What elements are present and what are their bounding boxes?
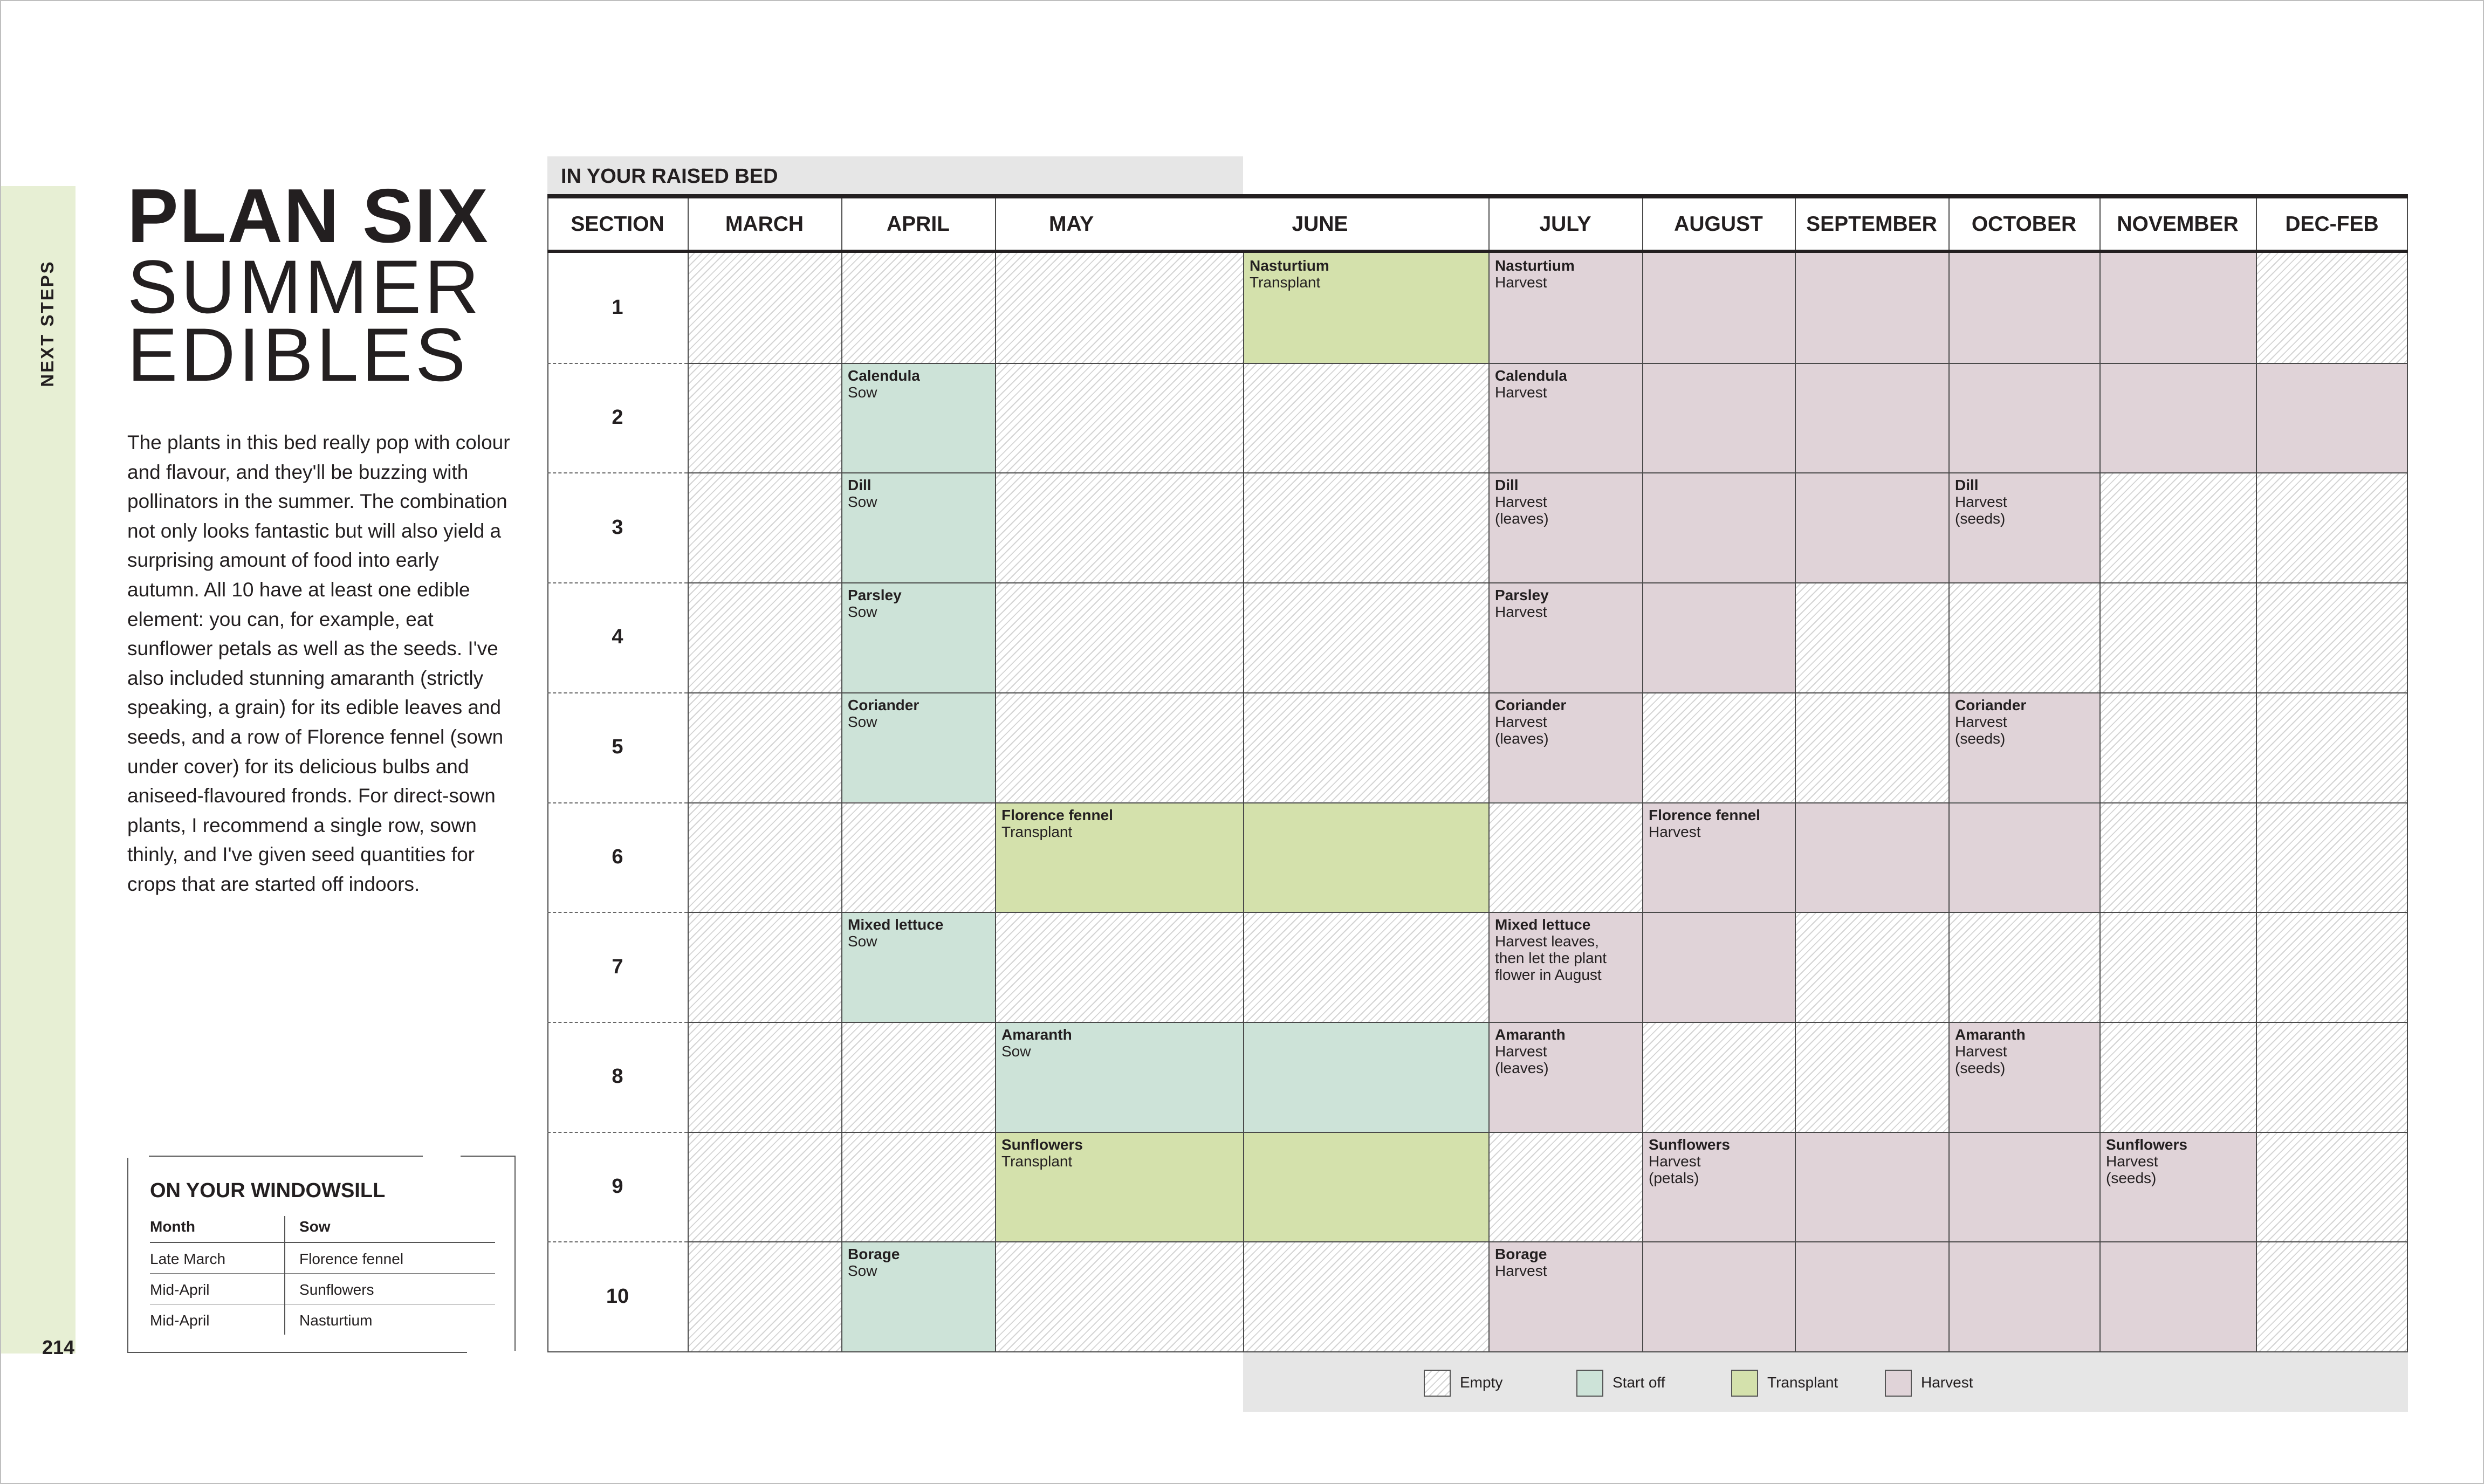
calendar-cell — [2256, 582, 2408, 692]
plant-name: Mixed lettuce — [1495, 916, 1591, 933]
plant-label — [1649, 1136, 1730, 1186]
plant-name: Dill — [1495, 477, 1519, 494]
calendar-cell — [995, 692, 1243, 802]
calendar-cell — [2099, 1241, 2256, 1351]
row-divider — [688, 802, 2408, 803]
calendar-cell — [1795, 692, 1948, 802]
section-number: 8 — [612, 1065, 623, 1088]
row-divider — [688, 363, 2408, 364]
plant-name: Calendula — [848, 367, 920, 384]
plant-label — [848, 477, 877, 510]
section-number: 6 — [612, 845, 623, 868]
plant-action: Harvest (seeds) — [2106, 1152, 2158, 1186]
plant-label — [848, 916, 943, 950]
calendar-cell — [688, 1241, 841, 1351]
calendar-cell — [1243, 363, 1488, 473]
header-divider — [1795, 198, 1796, 250]
raised-bed-title: IN YOUR RAISED BED — [561, 165, 778, 188]
plant-action: Harvest — [1495, 383, 1547, 401]
section-divider — [547, 692, 688, 693]
plant-label — [1001, 1136, 1083, 1170]
side-section-label: NEXT STEPS — [37, 260, 57, 387]
legend-swatch-harvest — [1885, 1370, 1912, 1397]
calendar-cell — [1642, 472, 1795, 582]
row-divider — [688, 1132, 2408, 1133]
section-divider — [547, 1241, 688, 1242]
calendar-cell — [2099, 1022, 2256, 1132]
plant-action: Harvest (leaves) — [1495, 493, 1549, 527]
plant-name: Parsley — [848, 587, 902, 604]
calendar-cell — [841, 1022, 995, 1132]
calendar-cell — [2256, 1132, 2408, 1242]
table-row — [150, 1304, 495, 1335]
plant-name: Mixed lettuce — [848, 916, 944, 933]
plant-label — [1495, 257, 1575, 291]
column-header-november: NOVEMBER — [2117, 212, 2239, 236]
plant-label — [1001, 1026, 1072, 1060]
plant-action: Sow — [848, 383, 877, 401]
calendar-cell — [841, 253, 995, 363]
plant-label — [1955, 477, 2007, 527]
calendar-cell — [1795, 472, 1948, 582]
calendar-cell — [1948, 1132, 2099, 1242]
plant-label — [848, 587, 902, 620]
plant-action: Harvest (leaves) — [1495, 1042, 1549, 1076]
calendar-cell — [688, 363, 841, 473]
calendar-cell — [1948, 253, 2099, 363]
month-cell: Late March — [150, 1242, 285, 1274]
calendar-cell — [1243, 1132, 1488, 1242]
plant-name: Coriander — [848, 696, 920, 713]
calendar-cell — [688, 253, 841, 363]
plant-name: Parsley — [1495, 587, 1549, 604]
calendar-cell — [688, 1132, 841, 1242]
calendar-cell — [2256, 912, 2408, 1022]
plant-action: Transplant — [1001, 823, 1073, 840]
plant-label — [1495, 477, 1549, 527]
plant-name: Dill — [1955, 477, 1979, 494]
calendar-cell — [995, 912, 1243, 1022]
calendar-cell — [1642, 253, 1795, 363]
calendar-cell — [2099, 692, 2256, 802]
page-title-line-1: PLAN SIX — [127, 173, 489, 259]
section-number: 9 — [612, 1174, 623, 1198]
calendar-cell — [688, 912, 841, 1022]
plant-name: Amaranth — [1955, 1026, 2026, 1043]
legend-label-empty: Empty — [1460, 1374, 1503, 1391]
calendar-cell — [1243, 1022, 1488, 1132]
sow-cell: Nasturtium — [285, 1304, 495, 1335]
calendar-cell — [688, 472, 841, 582]
calendar-cell — [1642, 692, 1795, 802]
column-header-section: SECTION — [571, 212, 664, 236]
calendar-cell — [2099, 472, 2256, 582]
calendar-cell — [995, 1241, 1243, 1351]
column-header-march: MARCH — [725, 212, 804, 236]
calendar-cell — [1243, 692, 1488, 802]
plant-name: Sunflowers — [2106, 1136, 2187, 1153]
plant-action: Harvest (seeds) — [1955, 1042, 2007, 1076]
plant-label — [1495, 587, 1549, 620]
section-number: 3 — [612, 516, 623, 539]
plant-label — [1495, 1026, 1566, 1076]
plant-action: Harvest leaves, then let the plant flower in August — [1495, 933, 1607, 984]
calendar-cell — [995, 363, 1243, 473]
calendar-cell — [1488, 1132, 1642, 1242]
column-header-september: SEPTEMBER — [1806, 212, 1937, 236]
calendar-cell — [2256, 1022, 2408, 1132]
plant-action: Harvest — [1649, 823, 1701, 840]
calendar-cell — [1488, 802, 1642, 912]
section-divider — [547, 472, 688, 473]
section-number: 10 — [606, 1284, 629, 1308]
column-header-sow: Sow — [285, 1216, 495, 1242]
plant-action: Transplant — [1001, 1152, 1073, 1170]
calendar-cell — [688, 582, 841, 692]
calendar-cell — [2256, 253, 2408, 363]
calendar-cell — [688, 802, 841, 912]
page-title-line-2: SUMMER — [127, 244, 483, 329]
section-number: 7 — [612, 955, 623, 978]
header-divider — [995, 198, 996, 250]
windowsill-title: ON YOUR WINDOWSILL — [150, 1179, 386, 1202]
header-divider — [1642, 198, 1643, 250]
column-header-august: AUGUST — [1674, 212, 1763, 236]
column-header-october: OCTOBER — [1971, 212, 2077, 236]
plant-action: Transplant — [1250, 274, 1321, 291]
month-cell: Mid-April — [150, 1274, 285, 1304]
calendar-cell — [1642, 363, 1795, 473]
plant-action: Sow — [848, 493, 877, 511]
calendar-cell — [1795, 253, 1948, 363]
section-divider — [547, 912, 688, 913]
box-border-gap — [127, 1156, 149, 1158]
section-number: 1 — [612, 296, 623, 319]
calendar-cell — [1795, 1241, 1948, 1351]
plant-label — [848, 697, 919, 730]
column-header-dec-feb: DEC-FEB — [2285, 212, 2379, 236]
section-number: 5 — [612, 736, 623, 759]
page-number: 214 — [42, 1336, 75, 1358]
plant-name: Nasturtium — [1495, 257, 1575, 274]
calendar-cell — [2099, 582, 2256, 692]
plant-action: Harvest (seeds) — [1955, 713, 2007, 747]
header-rule — [547, 250, 2408, 253]
sow-cell: Sunflowers — [285, 1274, 495, 1304]
plant-action: Sow — [1001, 1042, 1031, 1060]
calendar-cell — [995, 582, 1243, 692]
header-divider — [841, 198, 842, 250]
calendar-cell — [995, 253, 1243, 363]
header-divider — [688, 198, 689, 250]
calendar-cell — [1795, 912, 1948, 1022]
column-header-june: JUNE — [1292, 212, 1348, 236]
calendar-cell — [2099, 802, 2256, 912]
calendar-cell — [841, 1132, 995, 1242]
header-divider — [2256, 198, 2257, 250]
plant-name: Amaranth — [1001, 1026, 1072, 1043]
plant-action: Harvest — [1495, 274, 1547, 291]
box-border-gap — [423, 1156, 461, 1158]
section-divider — [547, 802, 688, 803]
section-number: 2 — [612, 406, 623, 429]
plant-name: Dill — [848, 477, 872, 494]
row-divider — [688, 472, 2408, 473]
calendar-cell — [1243, 472, 1488, 582]
calendar-cell — [1243, 582, 1488, 692]
plant-label — [1495, 367, 1567, 401]
calendar-cell — [1948, 582, 2099, 692]
legend-label-transplant: Transplant — [1767, 1374, 1838, 1391]
section-divider — [547, 582, 688, 583]
calendar-cell — [2099, 363, 2256, 473]
calendar-cell — [1795, 1132, 1948, 1242]
column-header-month: Month — [150, 1216, 285, 1242]
plant-name: Coriander — [1495, 696, 1567, 713]
row-divider — [688, 1241, 2408, 1242]
calendar-cell — [1243, 802, 1488, 912]
plant-action: Sow — [848, 1262, 877, 1280]
plant-label — [1955, 697, 2026, 747]
calendar-cell — [688, 1022, 841, 1132]
section-divider — [547, 1022, 688, 1023]
plant-name: Nasturtium — [1250, 257, 1329, 274]
plant-label — [1001, 807, 1113, 840]
plant-action: Harvest — [1495, 603, 1547, 621]
table-row — [150, 1242, 495, 1274]
plant-name: Borage — [1495, 1246, 1547, 1263]
section-divider — [547, 1132, 688, 1133]
plant-label — [1495, 697, 1566, 747]
section-number: 4 — [612, 626, 623, 649]
header-divider — [1488, 198, 1490, 250]
calendar-cell — [2256, 363, 2408, 473]
legend-swatch-empty — [1424, 1370, 1451, 1397]
header-divider — [2407, 198, 2408, 250]
table-header-row — [150, 1216, 495, 1242]
plant-label — [1955, 1026, 2026, 1076]
plant-name: Sunflowers — [1001, 1136, 1083, 1153]
header-divider — [547, 198, 548, 250]
plant-label — [1250, 257, 1329, 291]
plant-label — [848, 367, 920, 401]
plant-action: Sow — [848, 713, 877, 730]
column-header-may: MAY — [1049, 212, 1094, 236]
legend-label-start-off: Start off — [1612, 1374, 1665, 1391]
calendar-cell — [2256, 802, 2408, 912]
intro-paragraph: The plants in this bed really pop with colour and flavour, and they'll be buzzing with pollinators in the summer. The combination not only looks fantastic but will also yield a surprising amount of food into early autumn. All 10 have at least one edible element: you can, for example, eat sunflower petals as well as the seeds. I've also included stunning amaranth (strictly speaking, a grain) for its edible leaves and seeds, and a row of Florence fennel (sown under cover) for its delicious bulbs and aniseed-flavoured fronds. For direct-sown plants, I recommend a single row, sown thinly, and I've given seed quantities for crops that are started off indoors. — [127, 431, 510, 895]
column-header-april: APRIL — [887, 212, 950, 236]
box-border-gap — [467, 1351, 516, 1353]
plant-label — [1495, 1246, 1547, 1279]
legend-swatch-transplant — [1731, 1370, 1758, 1397]
plant-name: Sunflowers — [1649, 1136, 1730, 1153]
page-title-line-3: EDIBLES — [127, 312, 469, 397]
calendar-cell — [2256, 692, 2408, 802]
plant-name: Florence fennel — [1649, 806, 1760, 823]
calendar-cell — [1642, 1022, 1795, 1132]
calendar-cell — [688, 692, 841, 802]
calendar-cell — [1948, 363, 2099, 473]
plant-label — [1649, 807, 1760, 840]
plant-action: Harvest (leaves) — [1495, 713, 1549, 747]
plant-name: Calendula — [1495, 367, 1567, 384]
row-divider — [688, 1022, 2408, 1023]
table-row — [150, 1274, 495, 1304]
calendar-cell — [2256, 1241, 2408, 1351]
month-cell: Mid-April — [150, 1312, 210, 1329]
plant-action: Sow — [848, 603, 877, 621]
plant-label — [848, 1246, 900, 1279]
calendar-cell — [2099, 912, 2256, 1022]
legend-label-harvest: Harvest — [1921, 1374, 1973, 1391]
calendar-cell — [1642, 582, 1795, 692]
plant-name: Coriander — [1955, 696, 2027, 713]
plant-label — [1495, 916, 1607, 983]
row-divider — [688, 912, 2408, 913]
calendar-cell — [1243, 1241, 1488, 1351]
planting-calendar-grid — [547, 198, 2408, 1352]
calendar-cell — [1795, 363, 1948, 473]
column-header-july: JULY — [1539, 212, 1591, 236]
calendar-cell — [1642, 912, 1795, 1022]
calendar-cell — [2256, 472, 2408, 582]
plant-action: Sow — [848, 933, 877, 950]
calendar-cell — [1795, 582, 1948, 692]
calendar-cell — [841, 802, 995, 912]
header-divider — [1948, 198, 1950, 250]
calendar-cell — [2099, 253, 2256, 363]
grid-top-rule — [547, 194, 2408, 198]
calendar-cell — [1795, 1022, 1948, 1132]
section-divider — [547, 363, 688, 364]
row-divider — [688, 582, 2408, 583]
plant-action: Harvest (petals) — [1649, 1152, 1701, 1186]
calendar-cell — [1948, 912, 2099, 1022]
header-divider — [2099, 198, 2101, 250]
row-divider — [688, 692, 2408, 693]
calendar-cell — [1948, 802, 2099, 912]
calendar-cell — [1795, 802, 1948, 912]
plant-action: Harvest (seeds) — [1955, 493, 2007, 527]
plant-action: Harvest — [1495, 1262, 1547, 1280]
windowsill-box — [127, 1156, 516, 1353]
plant-name: Florence fennel — [1001, 806, 1113, 823]
calendar-cell — [1243, 912, 1488, 1022]
calendar-cell — [995, 472, 1243, 582]
calendar-cell — [1948, 1241, 2099, 1351]
legend — [1243, 1352, 2408, 1412]
plant-name: Borage — [848, 1246, 900, 1263]
windowsill-table — [150, 1216, 495, 1335]
calendar-cell — [1642, 1241, 1795, 1351]
sow-cell: Florence fennel — [285, 1242, 495, 1274]
legend-swatch-start-off — [1576, 1370, 1603, 1397]
plant-name: Amaranth — [1495, 1026, 1566, 1043]
plant-label — [2106, 1136, 2187, 1186]
